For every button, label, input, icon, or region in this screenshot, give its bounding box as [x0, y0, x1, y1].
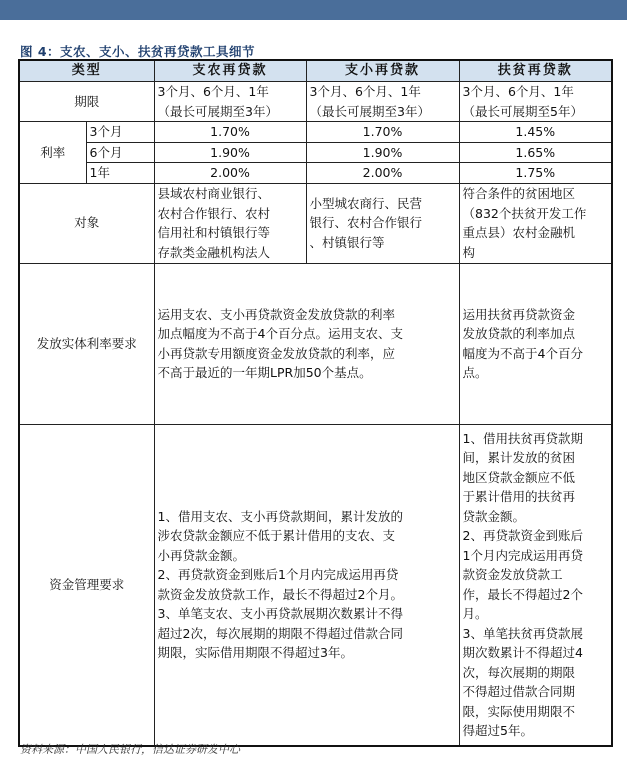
cell: 1.75%	[459, 163, 612, 184]
row-label: 对象	[19, 183, 154, 263]
table-row-fund-mgmt	[19, 424, 612, 746]
table-row-rate	[19, 163, 612, 184]
row-label: 发放实体利率要求	[19, 263, 154, 424]
row-label: 利率	[19, 122, 86, 184]
table-row-rate	[19, 122, 612, 143]
cell: 3个月、6个月、1年 （最长可展期至5年）	[459, 82, 612, 122]
table-row-lending-rate	[19, 263, 612, 424]
cell: 1.70%	[154, 122, 306, 143]
reloan-tools-table	[18, 59, 613, 747]
cell: 1.45%	[459, 122, 612, 143]
cell: 运用扶贫再贷款资金 发放贷款的利率加点 幅度为不高于4个百分 点。	[459, 263, 612, 424]
row-label: 资金管理要求	[19, 424, 154, 746]
cell: 1.65%	[459, 142, 612, 163]
cell: 2.00%	[306, 163, 459, 184]
figure-title: 图 4：支农、支小、扶贫再贷款工具细节	[20, 44, 256, 59]
cell: 1、借用支农、支小再贷款期间，累计发放的 涉农贷款金额应不低于累计借用的支农、支 小再贷款金额。 2、再贷款资金到账后1个月内完成运用再贷 款资金发放贷款工作，最长不得超过2个月。 3、单笔支农、支小再贷款展期次数累计不得 超过2次，每次展期的期限不得超过借款合同 期限，实际借用期限不得超过3年。	[154, 424, 459, 746]
row-label: 期限	[19, 82, 154, 122]
header-row	[19, 60, 612, 82]
rate-term: 1年	[86, 163, 154, 184]
col-header-type: 类型	[19, 60, 154, 82]
cell: 1.90%	[154, 142, 306, 163]
col-header-small: 支小再贷款	[306, 60, 459, 82]
cell: 3个月、6个月、1年 （最长可展期至3年）	[306, 82, 459, 122]
cell: 运用支农、支小再贷款资金发放贷款的利率 加点幅度为不高于4个百分点。运用支农、支 小再贷款专用额度资金发放贷款的利率，应 不高于最近的一年期LPR加50个基点。	[154, 263, 459, 424]
rate-term: 6个月	[86, 142, 154, 163]
cell: 小型城农商行、民营 银行、农村合作银行 、村镇银行等	[306, 183, 459, 263]
cell: 1、借用扶贫再贷款期 间，累计发放的贫困 地区贷款金额应不低 于累计借用的扶贫再 贷款金额。 2、再贷款资金到账后 1个月内完成运用再贷 款资金发放贷款工 作，最长不得超过2个 月。 3、单笔扶贫再贷款展 期次数累计不得超过4 次，每次展期的期限 不得超过借款合同期 限，实际使用期限不 得超过5年。	[459, 424, 612, 746]
rate-term: 3个月	[86, 122, 154, 143]
header-bar	[0, 0, 627, 20]
col-header-agri: 支农再贷款	[154, 60, 306, 82]
cell: 符合条件的贫困地区 （832个扶贫开发工作 重点县）农村金融机 构	[459, 183, 612, 263]
cell: 1.70%	[306, 122, 459, 143]
source-note: 资料来源：中国人民银行，信达证券研发中心	[20, 743, 240, 756]
cell: 1.90%	[306, 142, 459, 163]
table-row-target	[19, 183, 612, 263]
cell: 县域农村商业银行、 农村合作银行、农村 信用社和村镇银行等 存款类金融机构法人	[154, 183, 306, 263]
col-header-poverty: 扶贫再贷款	[459, 60, 612, 82]
table-row-term	[19, 82, 612, 122]
cell: 2.00%	[154, 163, 306, 184]
cell: 3个月、6个月、1年 （最长可展期至3年）	[154, 82, 306, 122]
table-row-rate	[19, 142, 612, 163]
